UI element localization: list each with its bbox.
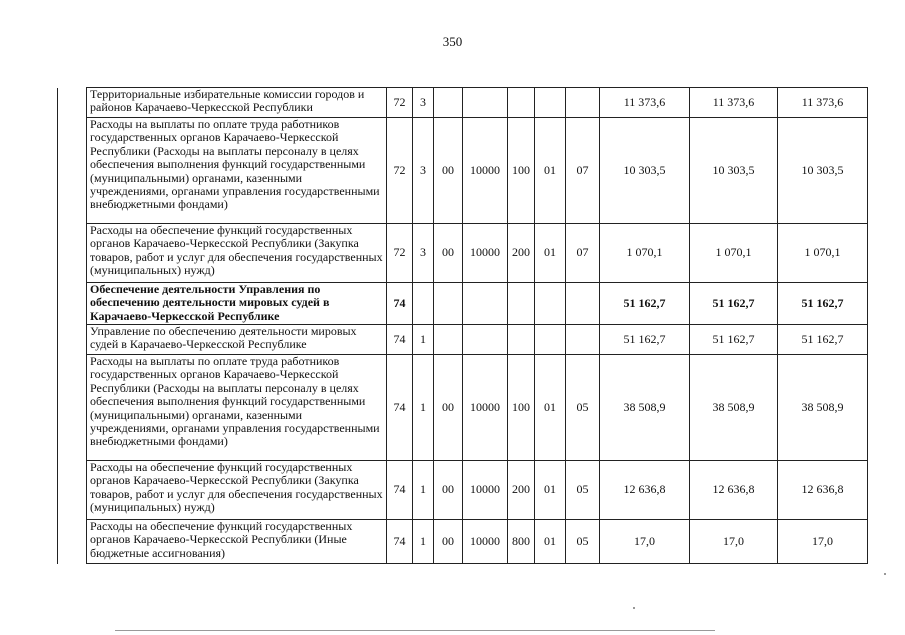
direction-code xyxy=(463,283,508,325)
amount-year-2: 38 508,9 xyxy=(690,355,778,461)
chapter-code xyxy=(535,283,566,325)
expense-type-code xyxy=(508,88,535,118)
section-code: 3 xyxy=(413,88,434,118)
subprogram-code xyxy=(434,88,463,118)
chapter-code: 01 xyxy=(535,224,566,283)
subsection-code xyxy=(566,283,600,325)
section-code: 1 xyxy=(413,325,434,355)
amount-year-1: 51 162,7 xyxy=(600,283,690,325)
amount-year-2: 10 303,5 xyxy=(690,118,778,224)
amount-year-2: 17,0 xyxy=(690,520,778,564)
chapter-code: 01 xyxy=(535,118,566,224)
ministry-code: 74 xyxy=(387,325,413,355)
chapter-code: 01 xyxy=(535,355,566,461)
direction-code: 10000 xyxy=(463,118,508,224)
direction-code xyxy=(463,325,508,355)
amount-year-3: 51 162,7 xyxy=(778,325,868,355)
amount-year-2: 1 070,1 xyxy=(690,224,778,283)
expense-type-code: 100 xyxy=(508,118,535,224)
chapter-code xyxy=(535,88,566,118)
amount-year-2: 12 636,8 xyxy=(690,461,778,520)
amount-year-3: 1 070,1 xyxy=(778,224,868,283)
expense-type-code: 200 xyxy=(508,224,535,283)
row-name: Расходы на выплаты по оплате труда работников государственных органов Карачаево-Черкесской Республики (Расходы на выплаты персоналу в целях обеспечения выполнения функций государственными (муниципальными) органами, казенными учреждениями, органами управления государственными внебюджетными фондами) xyxy=(87,118,387,224)
table-row xyxy=(58,355,868,461)
chapter-code: 01 xyxy=(535,520,566,564)
subprogram-code: 00 xyxy=(434,224,463,283)
amount-year-1: 11 373,6 xyxy=(600,88,690,118)
amount-year-2: 51 162,7 xyxy=(690,325,778,355)
amount-year-1: 10 303,5 xyxy=(600,118,690,224)
subsection-code: 07 xyxy=(566,118,600,224)
ministry-code: 72 xyxy=(387,88,413,118)
section-code: 1 xyxy=(413,520,434,564)
table-row xyxy=(58,325,868,355)
scan-speck xyxy=(884,573,886,575)
footer-divider xyxy=(115,630,715,631)
amount-year-3: 12 636,8 xyxy=(778,461,868,520)
row-name: Расходы на обеспечение функций государственных органов Карачаево-Черкесской Республики (Закупка товаров, работ и услуг для обеспечения государственных (муниципальных) нужд) xyxy=(87,224,387,283)
row-name: Расходы на выплаты по оплате труда работников государственных органов Карачаево-Черкесской Республики (Расходы на выплаты персоналу в целях обеспечения выполнения функций государственными (муниципальными) органами, казенными учреждениями, органами управления государственными внебюджетными фондами) xyxy=(87,355,387,461)
ministry-code: 74 xyxy=(387,520,413,564)
amount-year-1: 12 636,8 xyxy=(600,461,690,520)
table-row xyxy=(58,461,868,520)
amount-year-1: 17,0 xyxy=(600,520,690,564)
ministry-code: 74 xyxy=(387,355,413,461)
subsection-code: 05 xyxy=(566,520,600,564)
amount-year-3: 17,0 xyxy=(778,520,868,564)
scan-speck xyxy=(633,607,635,609)
amount-year-1: 38 508,9 xyxy=(600,355,690,461)
table-row xyxy=(58,118,868,224)
page-number: 350 xyxy=(442,34,463,49)
direction-code: 10000 xyxy=(463,224,508,283)
subprogram-code: 00 xyxy=(434,520,463,564)
subsection-code: 05 xyxy=(566,461,600,520)
ministry-code: 72 xyxy=(387,118,413,224)
amount-year-3: 51 162,7 xyxy=(778,283,868,325)
subsection-code xyxy=(566,88,600,118)
expense-type-code: 800 xyxy=(508,520,535,564)
amount-year-1: 51 162,7 xyxy=(600,325,690,355)
subprogram-code: 00 xyxy=(434,461,463,520)
section-code: 1 xyxy=(413,355,434,461)
row-name: Расходы на обеспечение функций государственных органов Карачаево-Черкесской Республики (Иные бюджетные ассигнования) xyxy=(87,520,387,564)
direction-code: 10000 xyxy=(463,520,508,564)
row-name: Обеспечение деятельности Управления по обеспечению деятельности мировых судей в Карачаево-Черкесской Республике xyxy=(87,283,387,325)
subprogram-code: 00 xyxy=(434,118,463,224)
table-row xyxy=(58,224,868,283)
subsection-code: 07 xyxy=(566,224,600,283)
direction-code xyxy=(463,88,508,118)
row-name: Расходы на обеспечение функций государственных органов Карачаево-Черкесской Республики (Закупка товаров, работ и услуг для обеспечения государственных (муниципальных) нужд) xyxy=(87,461,387,520)
ministry-code: 72 xyxy=(387,224,413,283)
expense-type-code: 100 xyxy=(508,355,535,461)
section-code xyxy=(413,283,434,325)
amount-year-1: 1 070,1 xyxy=(600,224,690,283)
amount-year-2: 11 373,6 xyxy=(690,88,778,118)
expense-type-code: 200 xyxy=(508,461,535,520)
ministry-code: 74 xyxy=(387,461,413,520)
table-row xyxy=(58,88,868,118)
direction-code: 10000 xyxy=(463,355,508,461)
amount-year-2: 51 162,7 xyxy=(690,283,778,325)
section-code: 3 xyxy=(413,224,434,283)
subprogram-code xyxy=(434,283,463,325)
row-name: Управление по обеспечению деятельности мировых судей в Карачаево-Черкесской Республике xyxy=(87,325,387,355)
expense-type-code xyxy=(508,283,535,325)
subprogram-code xyxy=(434,325,463,355)
subprogram-code: 00 xyxy=(434,355,463,461)
amount-year-3: 11 373,6 xyxy=(778,88,868,118)
ministry-code: 74 xyxy=(387,283,413,325)
chapter-code xyxy=(535,325,566,355)
section-code: 3 xyxy=(413,118,434,224)
subsection-code: 05 xyxy=(566,355,600,461)
amount-year-3: 10 303,5 xyxy=(778,118,868,224)
budget-table xyxy=(57,87,868,564)
table-row xyxy=(58,520,868,564)
table-row xyxy=(58,283,868,325)
direction-code: 10000 xyxy=(463,461,508,520)
amount-year-3: 38 508,9 xyxy=(778,355,868,461)
chapter-code: 01 xyxy=(535,461,566,520)
expense-type-code xyxy=(508,325,535,355)
section-code: 1 xyxy=(413,461,434,520)
subsection-code xyxy=(566,325,600,355)
row-name: Территориальные избирательные комиссии городов и районов Карачаево-Черкесской Республики xyxy=(87,88,387,118)
